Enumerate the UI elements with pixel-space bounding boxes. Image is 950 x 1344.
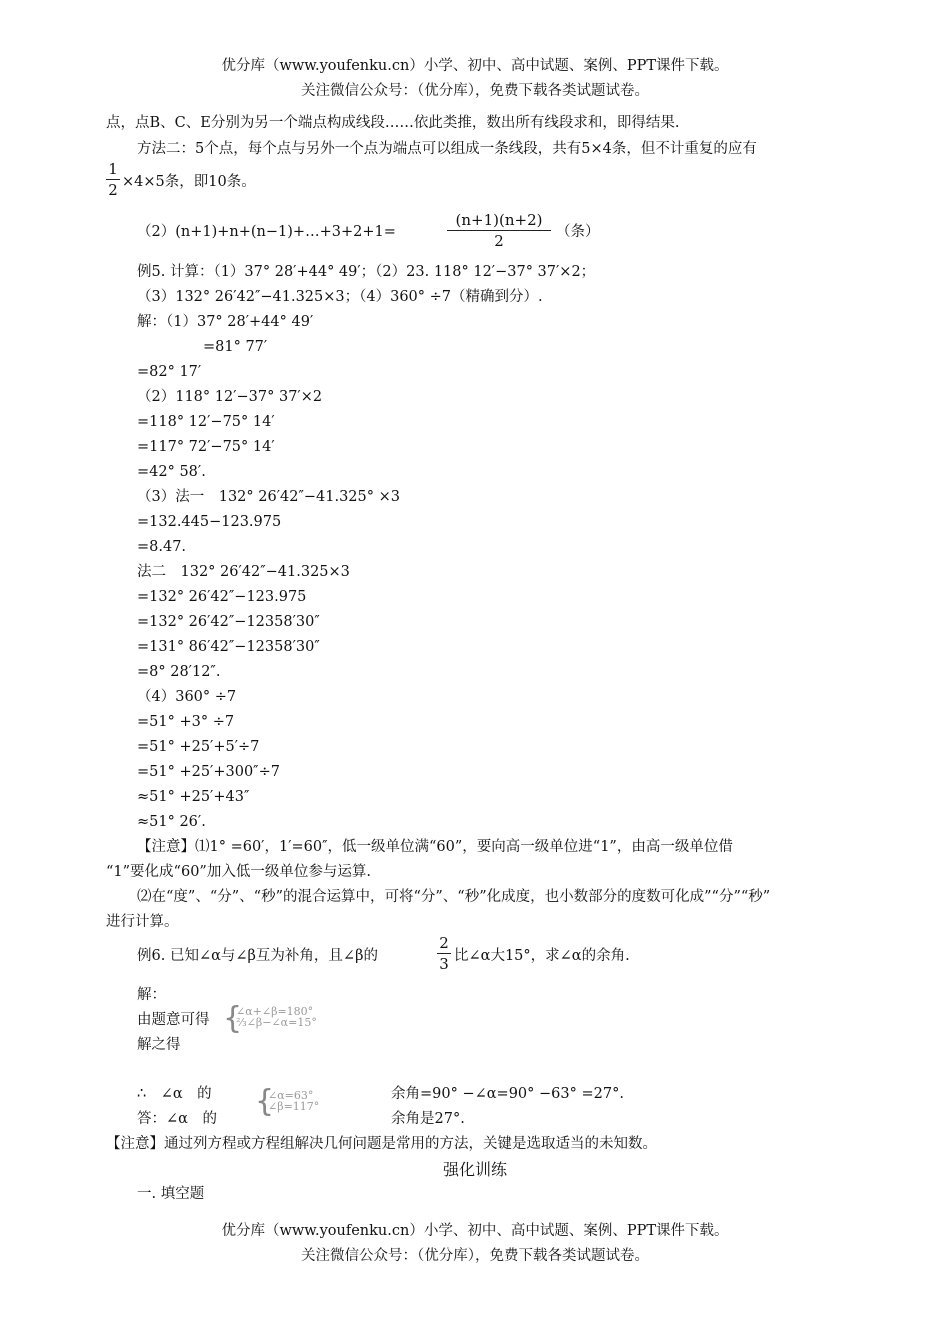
note-paragraph: “1”要化成“60”加入低一级单位参与运算.	[106, 864, 371, 880]
fraction-bar	[437, 953, 451, 954]
note-paragraph: 【注意】⑴1° =60′，1′=60″，低一级单位满“60”，要向高一级单位进“1”，由高一级单位借	[137, 839, 733, 855]
fraction-denominator: 2	[108, 181, 118, 199]
fraction-two-thirds	[437, 934, 451, 973]
solution-line: =131° 86′42″−12358′30″	[137, 639, 320, 655]
solution-line: 解：	[137, 987, 166, 1003]
solution-line: =132° 26′42″−123.975	[137, 589, 307, 605]
solution-line: 解之得	[137, 1037, 181, 1053]
example-5-question: （3）132° 26′42″−41.325×3；（4）360° ÷7（精确到分）.	[137, 289, 543, 305]
equation: ∠α+∠β=180°	[236, 1005, 314, 1018]
text-line: （条）	[556, 224, 600, 240]
note-paragraph: 【注意】通过列方程或方程组解决几何问题是常用的方法，关键是选取适当的未知数。	[106, 1136, 657, 1152]
solution-line: =51° +3° ÷7	[137, 714, 235, 730]
example-6-question: 比∠α大15°，求∠α的余角.	[454, 948, 630, 964]
fraction-denominator: 3	[439, 955, 449, 973]
solution-line: =118° 12′−75° 14′	[137, 414, 275, 430]
solution-line: 答：∠α 的	[137, 1111, 217, 1127]
solution-line: 由题意可得	[137, 1012, 210, 1028]
footer-line-1: 优分库（www.youfenku.cn）小学、初中、高中试题、案例、PPT课件下载。	[221, 1223, 729, 1239]
solution-line: 余角=90° −∠α=90° −63° =27°.	[391, 1086, 624, 1102]
text-line: 点，点B、C、E分别为另一个端点构成线段……依此类推，数出所有线段求和，即得结果.	[106, 115, 680, 131]
equation: ∠α=63°	[268, 1089, 314, 1102]
solution-line: 解：（1）37° 28′+44° 49′	[137, 314, 314, 330]
header-line-1: 优分库（www.youfenku.cn）小学、初中、高中试题、案例、PPT课件下载。	[221, 58, 729, 74]
solution-line: =132° 26′42″−12358′30″	[137, 614, 320, 630]
solution-line: ≈51° +25′+43″	[137, 789, 250, 805]
fraction-sum-formula	[447, 211, 551, 250]
fraction-numerator: 2	[439, 934, 449, 952]
equation: ⅔∠β−∠α=15°	[236, 1016, 317, 1029]
fraction-numerator: (n+1)(n+2)	[455, 211, 543, 229]
text-line: （2）(n+1)+n+(n−1)+…+3+2+1=	[137, 224, 396, 240]
solution-line: （4）360° ÷7	[137, 689, 237, 705]
fraction-bar	[106, 179, 120, 180]
footer-line-2: 关注微信公众号：（优分库），免费下载各类试题试卷。	[301, 1248, 649, 1264]
solution-line: =8° 28′12″.	[137, 664, 221, 680]
brace-icon: {	[255, 1084, 275, 1119]
section-title: 强化训练	[442, 1160, 507, 1179]
solution-line: =117° 72′−75° 14′	[137, 439, 275, 455]
note-paragraph: 进行计算。	[106, 914, 179, 930]
text-line: 方法二：5个点，每个点与另外一个点为端点可以组成一条线段，共有5×4条，但不计重复的应有	[137, 141, 757, 157]
solution-line: =8.47.	[137, 539, 187, 555]
solution-line: （3）法一 132° 26′42″−41.325° ×3	[137, 489, 400, 505]
fraction-numerator: 1	[108, 160, 118, 178]
solution-line: 余角是27°.	[391, 1111, 465, 1127]
fraction-denominator: 2	[494, 232, 504, 250]
equation-system-image	[268, 1090, 319, 1112]
solution-line: =51° +25′+300″÷7	[137, 764, 280, 780]
solution-line: =51° +25′+5′÷7	[137, 739, 260, 755]
solution-line: =81° 77′	[203, 339, 268, 355]
solution-line: =82° 17′	[137, 364, 202, 380]
note-paragraph: ⑵在“度”、“分”、“秒”的混合运算中，可将“分”、“秒”化成度，也小数部分的度数可化成”“分”“秒”	[137, 889, 771, 905]
brace-icon: {	[223, 1001, 243, 1036]
equation-system-image	[236, 1006, 317, 1028]
solution-line: ∴ ∠α 的	[137, 1086, 212, 1102]
header-line-2: 关注微信公众号：（优分库），免费下载各类试题试卷。	[301, 83, 649, 99]
example-5-question: 例5. 计算：（1）37° 28′+44° 49′；（2）23. 118° 12′−37° 37′×2；	[137, 264, 596, 280]
fraction-half	[106, 160, 120, 199]
fraction-bar	[447, 230, 551, 231]
example-6-question: 例6. 已知∠α与∠β互为补角，且∠β的	[137, 948, 378, 964]
solution-line: ≈51° 26′.	[137, 814, 206, 830]
solution-line: 法二 132° 26′42″−41.325×3	[137, 564, 350, 580]
text-line: ×4×5条，即10条。	[122, 174, 256, 190]
equation: ∠β=117°	[268, 1100, 320, 1113]
solution-line: =132.445−123.975	[137, 514, 282, 530]
subsection-title: 一. 填空题	[137, 1186, 205, 1202]
solution-line: =42° 58′.	[137, 464, 206, 480]
solution-line: （2）118° 12′−37° 37′×2	[137, 389, 323, 405]
